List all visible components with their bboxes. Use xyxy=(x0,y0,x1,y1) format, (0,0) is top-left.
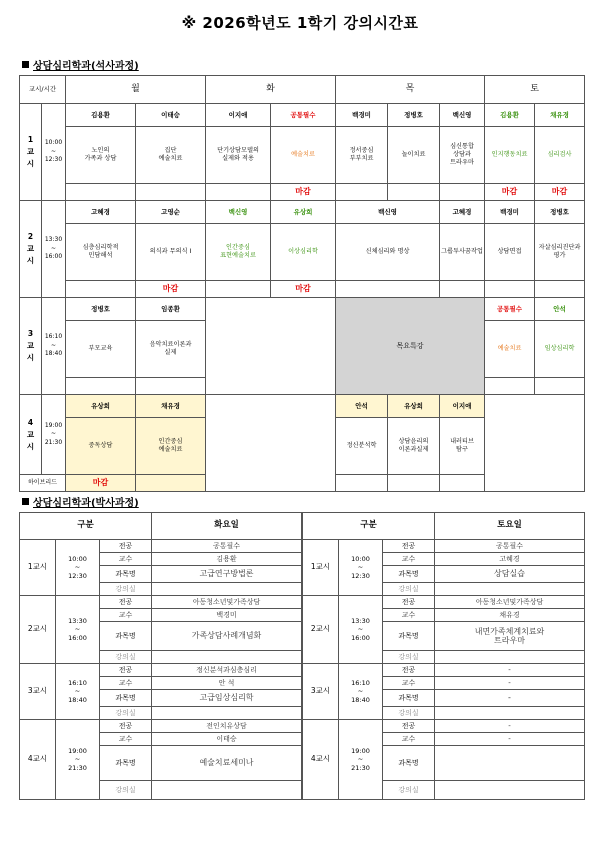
row-label-course: 과목명 xyxy=(383,566,435,583)
professor-value: 안 석 xyxy=(152,677,302,690)
row-label-major: 전공 xyxy=(383,596,435,609)
course-cell: 인간중심 표현예술치료 xyxy=(206,224,271,281)
course-value: 가족상담사례개념화 xyxy=(152,622,302,651)
row-label-professor: 교수 xyxy=(100,553,152,566)
professor-cell: 정병호 xyxy=(66,298,136,321)
closed-mark xyxy=(66,281,136,298)
professor-value: - xyxy=(435,677,585,690)
closed-mark xyxy=(136,378,206,395)
row-label-course: 과목명 xyxy=(383,746,435,781)
row-label-professor: 교수 xyxy=(383,609,435,622)
row-label-course: 과목명 xyxy=(100,690,152,707)
row-label-professor: 교수 xyxy=(100,677,152,690)
period-time: 13:30 ~ 16:00 xyxy=(339,596,383,664)
closed-mark xyxy=(388,184,440,201)
course-cell: 내러티브 탐구 xyxy=(440,418,485,475)
professor-cell: 백신영 xyxy=(336,201,440,224)
professor-cell: 안석 xyxy=(336,395,388,418)
row-label-course: 과목명 xyxy=(100,622,152,651)
course-cell: 심리검사 xyxy=(535,127,585,184)
row-label-major: 전공 xyxy=(383,664,435,677)
period-time: 16:10 ~ 18:40 xyxy=(56,664,100,720)
course-cell: 인지행동치료 xyxy=(485,127,535,184)
course-value: - xyxy=(435,690,585,707)
period-label: 1 교 시 xyxy=(20,104,42,201)
period-time: 13:30 ~ 16:00 xyxy=(42,201,66,298)
gubun-header: 구분 xyxy=(20,513,152,540)
closed-mark xyxy=(136,184,206,201)
major-value: 아동청소년및가족상담 xyxy=(152,596,302,609)
course-value: 내면가족체계치료와 트라우마 xyxy=(435,622,585,651)
closed-mark xyxy=(440,475,485,492)
masters-section-title: 상담심리학과(석사과정) xyxy=(33,61,139,72)
closed-mark: 마감 xyxy=(66,475,136,492)
major-value: 공통필수 xyxy=(152,540,302,553)
row-label-professor: 교수 xyxy=(100,733,152,746)
period-label: 2교시 xyxy=(303,596,339,664)
major-value: 공통필수 xyxy=(435,540,585,553)
masters-section-heading xyxy=(22,57,139,72)
row-label-course: 과목명 xyxy=(383,690,435,707)
course-cell: 부모교육 xyxy=(66,321,136,378)
course-value: 고급연구방법론 xyxy=(152,566,302,583)
professor-cell: 이태승 xyxy=(136,104,206,127)
period-time: 10:00 ~ 12:30 xyxy=(56,540,100,596)
course-cell: 상담윤리의 이론과실제 xyxy=(388,418,440,475)
room-value xyxy=(435,583,585,596)
professor-cell: 채유경 xyxy=(535,104,585,127)
period-label: 3교시 xyxy=(20,664,56,720)
row-label-room: 강의실 xyxy=(383,781,435,800)
thursday-special-lecture: 목요특강 xyxy=(336,298,485,395)
closed-mark xyxy=(336,475,388,492)
course-cell: 인간중심 예술치료 xyxy=(136,418,206,475)
professor-cell: 백신영 xyxy=(440,104,485,127)
professor-value: 이태승 xyxy=(152,733,302,746)
empty-cell xyxy=(206,298,336,395)
closed-mark xyxy=(440,184,485,201)
row-label-room: 강의실 xyxy=(100,781,152,800)
closed-mark xyxy=(206,184,271,201)
row-label-room: 강의실 xyxy=(100,651,152,664)
closed-mark: 마감 xyxy=(271,281,336,298)
row-label-professor: 교수 xyxy=(383,553,435,566)
professor-value: - xyxy=(435,733,585,746)
row-label-major: 전공 xyxy=(100,596,152,609)
period-time: 16:10 ~ 18:40 xyxy=(42,298,66,395)
professor-cell: 공통필수 xyxy=(271,104,336,127)
empty-cell xyxy=(206,395,336,492)
room-value xyxy=(152,707,302,720)
course-cell: 자살심리진단과 평가 xyxy=(535,224,585,281)
closed-mark xyxy=(66,184,136,201)
major-value: 정신분석과심층심리 xyxy=(152,664,302,677)
professor-cell: 고혜경 xyxy=(440,201,485,224)
row-label-room: 강의실 xyxy=(100,707,152,720)
course-cell: 의식과 무의식 I xyxy=(136,224,206,281)
day-header-thu: 목 xyxy=(336,76,485,104)
professor-cell: 공통필수 xyxy=(485,298,535,321)
period-time: 19:00 ~ 21:30 xyxy=(56,720,100,800)
major-value: - xyxy=(435,720,585,733)
room-value xyxy=(152,651,302,664)
closed-mark: 마감 xyxy=(485,184,535,201)
closed-mark xyxy=(535,378,585,395)
bullet-square-icon xyxy=(22,498,29,505)
page-title: ※ 2026학년도 1학기 강의시간표 xyxy=(181,14,419,32)
professor-cell: 김용환 xyxy=(485,104,535,127)
professor-cell: 이지애 xyxy=(440,395,485,418)
closed-mark xyxy=(388,475,440,492)
row-label-major: 전공 xyxy=(383,540,435,553)
closed-mark: 마감 xyxy=(136,281,206,298)
course-cell: 정서중심 부부치료 xyxy=(336,127,388,184)
hybrid-label: 하이브리드 xyxy=(20,475,66,492)
course-value: 상담실습 xyxy=(435,566,585,583)
room-value xyxy=(152,781,302,800)
row-label-room: 강의실 xyxy=(383,651,435,664)
major-value: 아동청소년및가족상담 xyxy=(435,596,585,609)
professor-cell: 고혜경 xyxy=(66,201,136,224)
empty-cell xyxy=(485,395,585,492)
row-label-course: 과목명 xyxy=(100,746,152,781)
row-label-room: 강의실 xyxy=(100,583,152,596)
closed-mark: 마감 xyxy=(271,184,336,201)
period-time: 10:00 ~ 12:30 xyxy=(339,540,383,596)
professor-cell: 김용환 xyxy=(66,104,136,127)
course-cell: 그룹투사꿈작업 xyxy=(440,224,485,281)
row-label-major: 전공 xyxy=(100,720,152,733)
doctoral-tuesday-table xyxy=(19,512,302,800)
closed-mark xyxy=(136,475,206,492)
row-label-major: 전공 xyxy=(383,720,435,733)
major-value: - xyxy=(435,664,585,677)
row-label-course: 과목명 xyxy=(100,566,152,583)
professor-cell: 백경미 xyxy=(336,104,388,127)
doctoral-section-heading xyxy=(22,494,139,509)
course-cell: 노인의 가족과 상담 xyxy=(66,127,136,184)
course-cell: 놀이치료 xyxy=(388,127,440,184)
gubun-header: 구분 xyxy=(303,513,435,540)
room-value xyxy=(435,707,585,720)
course-cell: 예술치료 xyxy=(271,127,336,184)
course-cell: 심층심리학적 민담해석 xyxy=(66,224,136,281)
saturday-header: 토요일 xyxy=(435,513,585,540)
room-value xyxy=(435,781,585,800)
professor-cell: 유상희 xyxy=(388,395,440,418)
professor-cell: 임종환 xyxy=(136,298,206,321)
professor-cell: 백경미 xyxy=(485,201,535,224)
period-label: 4교시 xyxy=(20,720,56,800)
period-time: 19:00 ~ 21:30 xyxy=(42,395,66,475)
period-label: 4 교 시 xyxy=(20,395,42,475)
professor-value: 고혜경 xyxy=(435,553,585,566)
period-label: 4교시 xyxy=(303,720,339,800)
row-label-professor: 교수 xyxy=(383,733,435,746)
bullet-square-icon xyxy=(22,61,29,68)
closed-mark xyxy=(485,281,535,298)
course-cell: 예술치료 xyxy=(485,321,535,378)
professor-value: 백경미 xyxy=(152,609,302,622)
course-cell: 심신통합 상담과 트라우마 xyxy=(440,127,485,184)
period-time: 10:00 ~ 12:30 xyxy=(42,104,66,201)
professor-cell: 안석 xyxy=(535,298,585,321)
major-value: 전인치유상담 xyxy=(152,720,302,733)
period-time: 16:10 ~ 18:40 xyxy=(339,664,383,720)
course-cell: 중독상담 xyxy=(66,418,136,475)
row-label-professor: 교수 xyxy=(383,677,435,690)
closed-mark: 마감 xyxy=(535,184,585,201)
professor-value: 채유경 xyxy=(435,609,585,622)
row-label-course: 과목명 xyxy=(383,622,435,651)
course-cell: 음악치료이론과 실제 xyxy=(136,321,206,378)
closed-mark xyxy=(206,281,271,298)
course-value: 예술치료세미나 xyxy=(152,746,302,781)
closed-mark xyxy=(66,378,136,395)
tuesday-header: 화요일 xyxy=(152,513,302,540)
course-cell: 임상심리학 xyxy=(535,321,585,378)
closed-mark xyxy=(440,281,485,298)
course-value: 고급임상심리학 xyxy=(152,690,302,707)
professor-value: 김용환 xyxy=(152,553,302,566)
row-label-major: 전공 xyxy=(100,664,152,677)
course-cell: 신체심리와 명상 xyxy=(336,224,440,281)
row-label-professor: 교수 xyxy=(100,609,152,622)
period-time: 13:30 ~ 16:00 xyxy=(56,596,100,664)
doctoral-saturday-table xyxy=(302,512,585,800)
professor-cell: 유상희 xyxy=(66,395,136,418)
course-cell: 정신분석학 xyxy=(336,418,388,475)
professor-cell: 고영순 xyxy=(136,201,206,224)
period-time: 19:00 ~ 21:30 xyxy=(339,720,383,800)
professor-cell: 이지애 xyxy=(206,104,271,127)
period-label: 3교시 xyxy=(303,664,339,720)
row-label-major: 전공 xyxy=(100,540,152,553)
room-value xyxy=(152,583,302,596)
closed-mark xyxy=(485,378,535,395)
masters-timetable xyxy=(19,75,585,492)
row-label-room: 강의실 xyxy=(383,583,435,596)
professor-cell: 채유경 xyxy=(136,395,206,418)
period-label: 2교시 xyxy=(20,596,56,664)
day-header-mon: 월 xyxy=(66,76,206,104)
period-label: 2 교 시 xyxy=(20,201,42,298)
doctoral-section-title: 상담심리학과(박사과정) xyxy=(33,498,139,509)
room-value xyxy=(435,651,585,664)
professor-cell: 백신영 xyxy=(206,201,271,224)
period-label: 1교시 xyxy=(303,540,339,596)
closed-mark xyxy=(336,184,388,201)
course-cell: 단기상담모델의 실제와 적용 xyxy=(206,127,271,184)
professor-cell: 정병호 xyxy=(535,201,585,224)
professor-cell: 정병호 xyxy=(388,104,440,127)
row-label-room: 강의실 xyxy=(383,707,435,720)
course-cell: 집단 예술치료 xyxy=(136,127,206,184)
period-label: 1교시 xyxy=(20,540,56,596)
closed-mark xyxy=(535,281,585,298)
closed-mark xyxy=(336,281,440,298)
day-header-sat: 토 xyxy=(485,76,585,104)
course-value xyxy=(435,746,585,781)
course-cell: 이상심리학 xyxy=(271,224,336,281)
day-header-tue: 화 xyxy=(206,76,336,104)
corner-header: 교시/시간 xyxy=(20,76,66,104)
professor-cell: 유상희 xyxy=(271,201,336,224)
course-cell: 상담면접 xyxy=(485,224,535,281)
period-label: 3 교 시 xyxy=(20,298,42,395)
